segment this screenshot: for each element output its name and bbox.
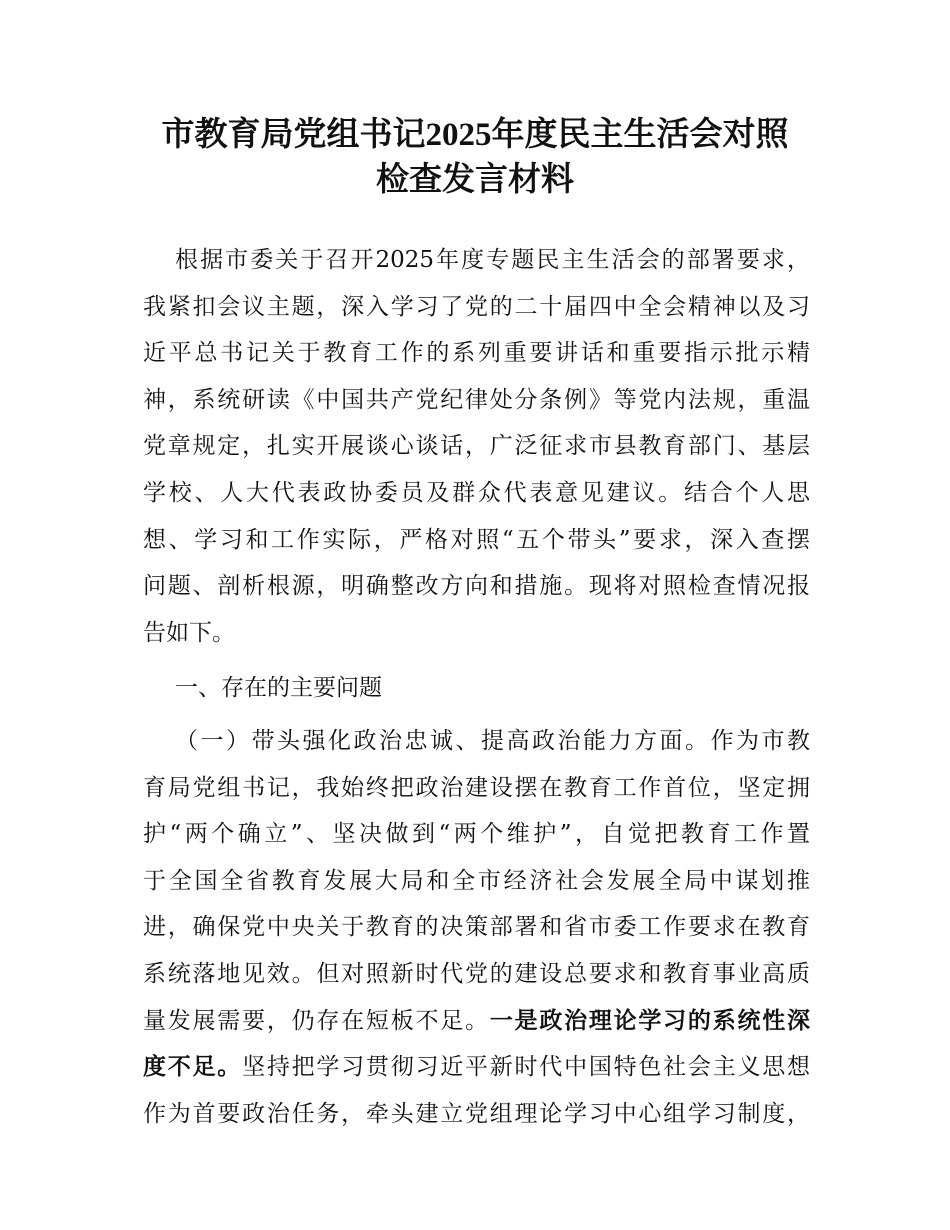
text-line: [143, 610, 810, 657]
text-line: [143, 563, 810, 610]
text-run: 学校、人大代表政协委员及群众代表意见建议。结合个人思: [143, 479, 810, 506]
text-run: （一）带头强化政治忠诚、提高政治能力方面。作为市教: [175, 728, 810, 754]
text-line: [143, 517, 810, 564]
text-line: [143, 284, 810, 331]
section-paragraph: [143, 718, 810, 1137]
text-run: 近平总书记关于教育工作的系列重要讲话和重要指示批示精: [143, 340, 810, 367]
text-line: [143, 330, 810, 377]
text-line: [143, 858, 810, 905]
text-line: [143, 470, 810, 517]
text-run: 量发展需要，仍存在短板不足。: [143, 1007, 490, 1034]
text-run: 神，系统研读《中国共产党纪律处分条例》等党内法规，重温: [143, 386, 810, 413]
document-title-line-2: 检查发言材料: [376, 162, 574, 198]
text-line: [143, 811, 810, 858]
bold-text: 度不足。: [143, 1053, 243, 1081]
text-run: 进，确保党中央关于教育的决策部署和省市委工作要求在教育: [143, 914, 810, 941]
bold-text: 一是政治理论学习的系统性深: [489, 1006, 811, 1034]
text-run: 于全国全省教育发展大局和全市经济社会发展全局中谋划推: [143, 867, 810, 894]
text-run: 作为首要政治任务，牵头建立党组理论学习中心组学习制度，: [143, 1100, 810, 1127]
text-line: [143, 718, 810, 765]
section-heading: 一、存在的主要问题: [175, 675, 382, 701]
text-line: [143, 904, 810, 951]
text-run: 问题、剖析根源，明确整改方向和措施。现将对照检查情况报: [143, 573, 810, 600]
text-run: 根据市委关于召开2025年度专题民主生活会的部署要求，: [175, 247, 810, 273]
text-run: 坚持把学习贯彻习近平新时代中国特色社会主义思想: [242, 1054, 811, 1081]
text-run: 护“两个确立”、坚决做到“两个维护”，自觉把教育工作置: [143, 821, 810, 848]
text-line: [143, 951, 810, 998]
text-run: 告如下。: [143, 619, 235, 646]
text-run: 育局党组书记，我始终把政治建设摆在教育工作首位，坚定拥: [143, 774, 810, 801]
text-run: 党章规定，扎实开展谈心谈话，广泛征求市县教育部门、基层: [143, 433, 810, 460]
intro-paragraph: [143, 237, 810, 656]
text-line: [143, 1044, 810, 1091]
text-line: [143, 1091, 810, 1138]
document-title-line-1: 市教育局党组书记2025年度民主生活会对照: [161, 117, 789, 153]
text-run: 想、学习和工作实际，严格对照“五个带头”要求，深入查摆: [143, 526, 810, 553]
text-line: [143, 998, 810, 1045]
text-line: [143, 377, 810, 424]
text-line: [143, 237, 810, 284]
text-line: [143, 765, 810, 812]
text-line: [143, 423, 810, 470]
text-run: 我紧扣会议主题，深入学习了党的二十届四中全会精神以及习: [143, 293, 810, 320]
text-run: 系统落地见效。但对照新时代党的建设总要求和教育事业高质: [143, 960, 810, 987]
